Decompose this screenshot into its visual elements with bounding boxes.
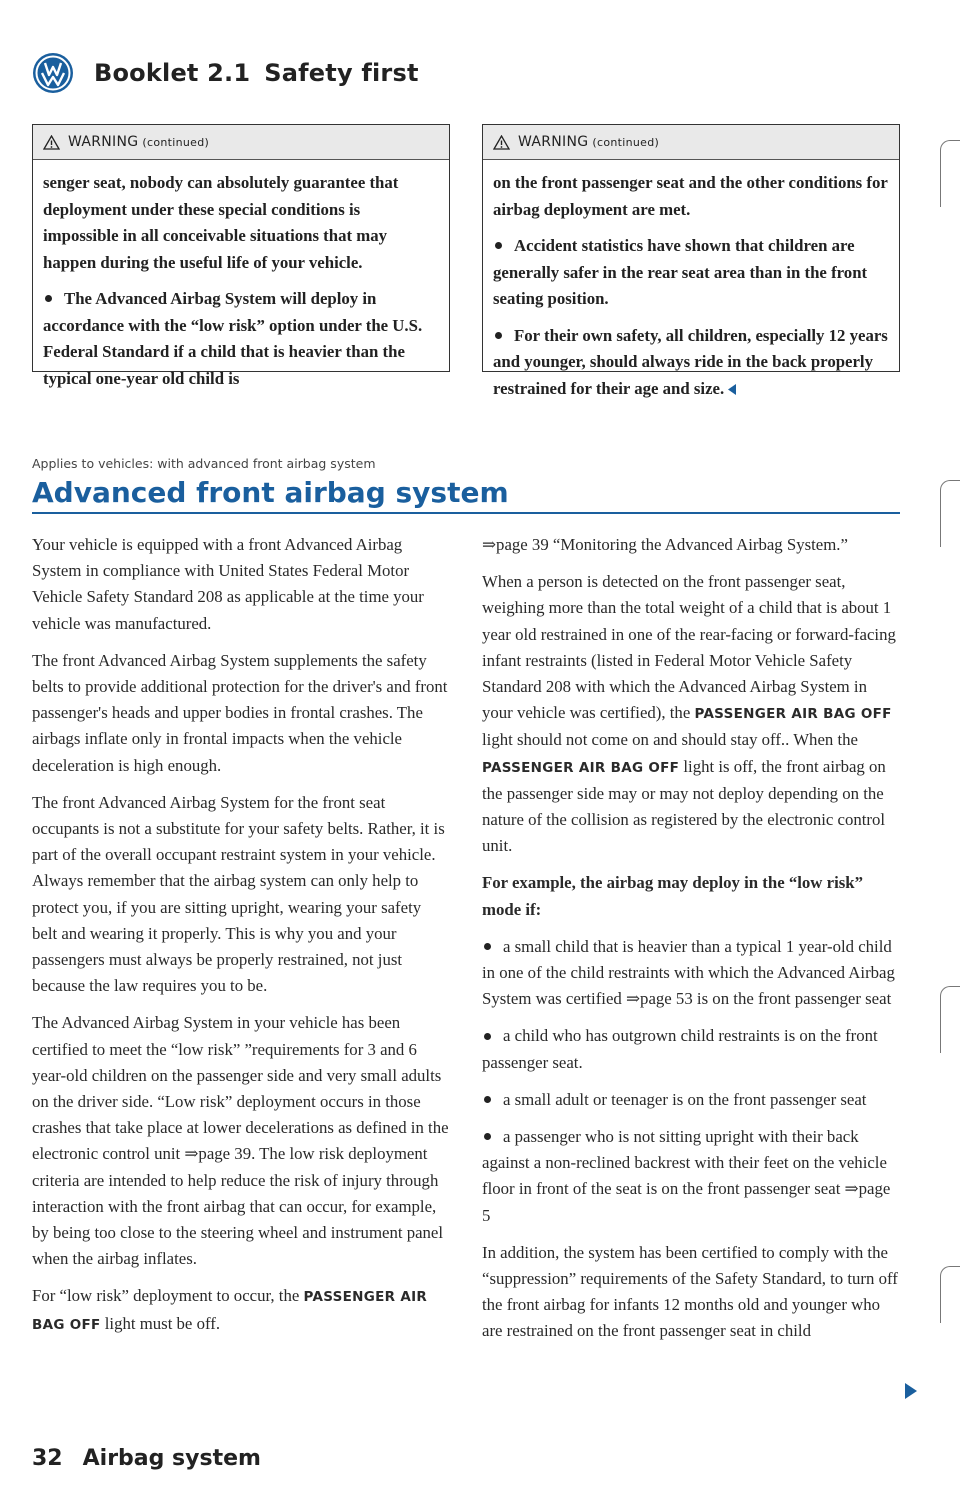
list-lead: For example, the airbag may deploy in the “low risk” mode if: (482, 873, 863, 919)
paragraph (32, 1283, 450, 1337)
vw-logo-icon (32, 52, 74, 94)
paragraph: Your vehicle is equipped with a front Advanced Airbag System in compliance with United States Federal Motor Vehicle Safety Standard 208 as applicable at the time your vehicle was manufactured. (32, 535, 424, 633)
paragraph: The front Advanced Airbag System supplements the safety belts to provide additional protection for the driver's and front passenger's heads and upper bodies in frontal crashes. The airbags inflate only in frontal impacts when the vehicle deceleration is high enough. (32, 650, 448, 775)
applies-to-note: Applies to vehicles: with advanced front airbag system (32, 456, 376, 471)
list-item-text: a small adult or teenager is on the front passenger seat (503, 1089, 867, 1109)
section-title: Advanced front airbag system (32, 476, 509, 509)
warning-paragraph: senger seat, nobody can absolutely guarantee that deployment under these special conditions is impossible in all conceivable situations that may happen during the useful life of your vehicle. (43, 173, 399, 272)
continue-arrow-icon (904, 1382, 918, 1400)
page-header (32, 52, 419, 94)
page-footer (32, 1446, 261, 1471)
warning-header (483, 125, 899, 160)
paragraph: The Advanced Airbag System in your vehicle has been certified to meet the “low risk” ”requirements for 3 and 6 year-old children on the passenger side and very small adults on the driver side. “Low risk” deployment occurs in those crashes that take place at lower decelerations as defined in the electronic control unit ⇒page 39. The low risk deployment criteria are intended to help reduce the risk of injury through interaction with the front airbag that can occur, for example, by being too close to the steering wheel and instrument panel when the airbag inflates. (32, 1013, 449, 1269)
edge-tab (940, 986, 960, 1053)
warning-continued: (continued) (592, 135, 660, 149)
edge-tab (940, 1266, 960, 1323)
paragraph-text: light should not come on and should stay off.. When the (482, 730, 858, 750)
paragraph: The front Advanced Airbag System for the front seat occupants is not a substitute for your safety belts. Rather, it is part of the overall occupant restraint system in your vehicle. Always remember that the airbag system can only help to protect you, if you are sitting upright, wearing your safety belt and wearing it properly. This is why you and your passengers must always be properly restrained, not just because the law requires you to be. (32, 792, 445, 996)
warning-triangle-icon (493, 135, 510, 150)
edge-tab (940, 140, 960, 207)
warning-header (33, 125, 449, 160)
indicator-light-label: PASSENGER AIR BAG OFF (32, 1289, 428, 1333)
bullet-icon (484, 1033, 491, 1040)
warning-label: WARNING (68, 134, 139, 150)
bullet-icon (45, 295, 52, 302)
paragraph-text: For “low risk” deployment to occur, the (32, 1286, 300, 1306)
list-item-text: a child who has outgrown child restraints is on the front passenger seat. (482, 1026, 878, 1072)
paragraph-text: light must be off. (104, 1313, 221, 1333)
warning-bullet-text: Accident statistics have shown that children are generally safer in the rear seat area than in the front seating position. (493, 236, 868, 308)
bullet-icon (495, 332, 502, 339)
warning-box-left (32, 124, 450, 388)
warning-bullet-text: The Advanced Airbag System will deploy in accordance with the “low risk” option under the U.S. Federal Standard if a child that is heavier than the typical one-year old child is (43, 289, 423, 388)
paragraph-text: When a person is detected on the front passenger seat, weighing more than the total weight of a child that is about 1 year old restrained in one of the rear-facing or forward-facing infant restraints (listed in Federal Motor Vehicle Safety Standard 208 with which the Advanced Airbag System in your vehicle was certified), the (482, 572, 896, 723)
warning-label: WARNING (518, 134, 589, 150)
warning-bullet (493, 233, 889, 313)
list-item-text: a small child that is heavier than a typical 1 year-old child in one of the child restraints with which the Advanced Airbag System was certified ⇒page 53 is on the front passenger seat (482, 936, 895, 1009)
list-item (482, 934, 900, 1013)
warning-triangle-icon (43, 135, 60, 150)
warning-body (33, 160, 449, 400)
bullet-icon (484, 943, 491, 950)
booklet-label: Booklet 2.1 (94, 59, 251, 87)
indicator-light-label: PASSENGER AIR BAG OFF (482, 759, 680, 776)
paragraph-text: light is off, the front airbag on the passenger side may or may not deploy depending on the nature of the collision as registered by the electronic control unit. (482, 756, 886, 856)
bullet-icon (484, 1096, 491, 1103)
list-item-text: a passenger who is not sitting upright with their back against a non-reclined backrest with their feet on the vehicle floor in front of the seat is on the front passenger seat ⇒page 5 (482, 1127, 891, 1225)
right-column (482, 532, 900, 1356)
warning-bullet (493, 323, 889, 403)
list-item (482, 1087, 900, 1113)
list-item (482, 1023, 900, 1075)
warning-paragraph: on the front passenger seat and the other conditions for airbag deployment are met. (493, 173, 888, 219)
section-label: Safety first (264, 59, 419, 87)
header-title (94, 59, 419, 87)
end-marker-icon (728, 384, 737, 395)
warning-continued: (continued) (142, 135, 210, 149)
warning-body (483, 160, 899, 410)
paragraph: ⇒page 39 “Monitoring the Advanced Airbag System.” (482, 535, 848, 554)
indicator-light-label: PASSENGER AIR BAG OFF (694, 706, 892, 723)
warning-box-right (482, 124, 900, 398)
chapter-name: Airbag system (82, 1446, 261, 1471)
bullet-icon (495, 242, 502, 249)
left-column (32, 532, 450, 1349)
bullet-icon (484, 1133, 491, 1140)
list-item (482, 1124, 900, 1229)
warning-bullet (43, 286, 439, 392)
edge-tab (940, 480, 960, 547)
paragraph: In addition, the system has been certified to comply with the “suppression” requirements of the Safety Standard, to turn off the front airbag for infants 12 months old and younger who are restrained on the front passenger seat in child (482, 1242, 898, 1341)
page-number: 32 (32, 1446, 63, 1471)
section-divider (32, 512, 900, 514)
warning-bullet-text: For their own safety, all children, especially 12 years and younger, should always ride in the back properly restrained for their age and size. (493, 325, 888, 398)
paragraph (482, 569, 900, 859)
